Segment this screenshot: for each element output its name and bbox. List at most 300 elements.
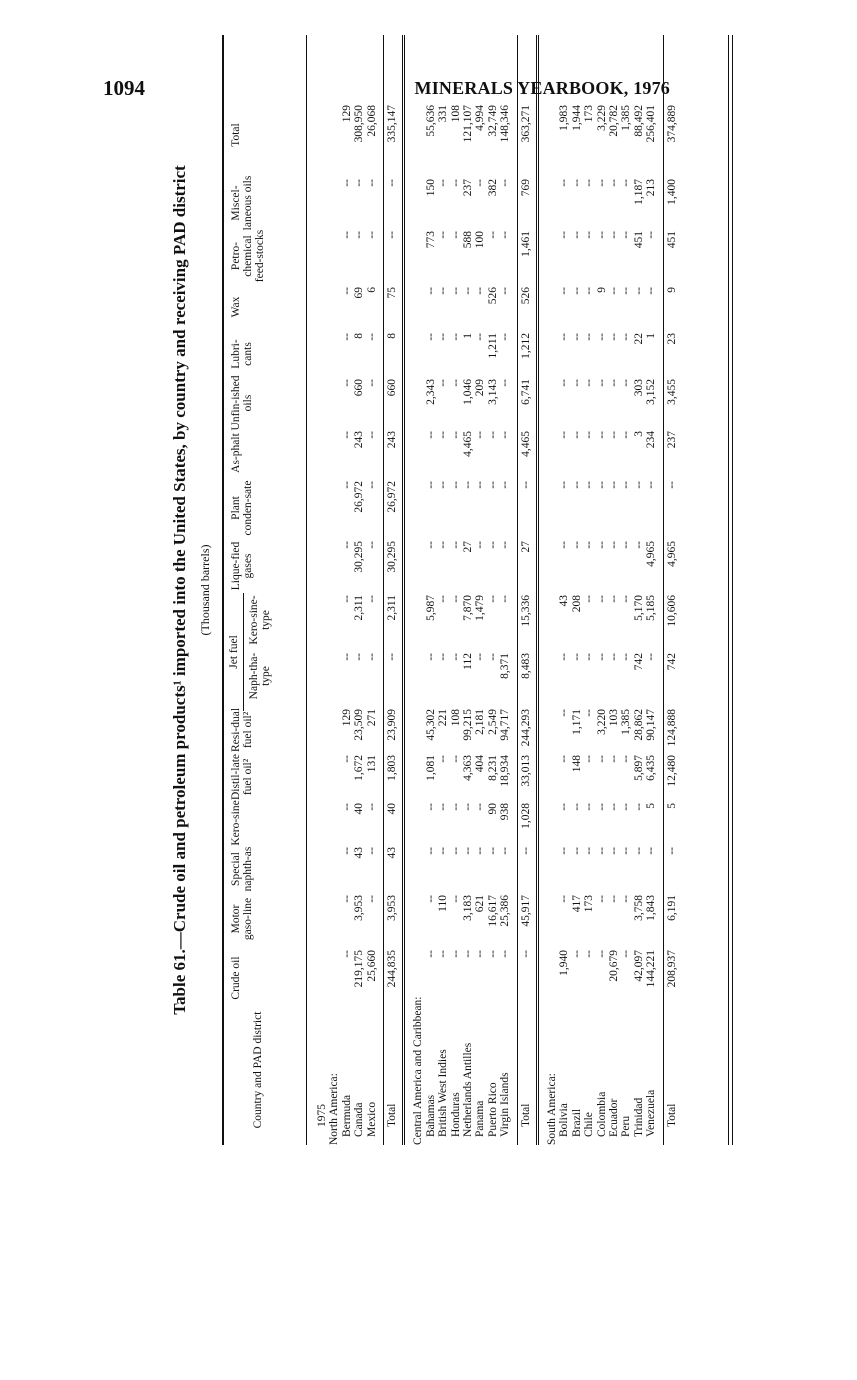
column-header: Unfin-ished oils (230, 375, 254, 431)
row-label: Brazil (570, 1108, 583, 1137)
table-cell: 90,147 (645, 709, 658, 741)
table-cell: -- (558, 653, 571, 661)
table-cell: -- (437, 653, 450, 661)
table-cell: 148 (570, 755, 583, 773)
total-cell: 27 (519, 541, 532, 553)
table-cell: 773 (424, 231, 437, 249)
table-cell: 110 (437, 895, 450, 912)
table-cell: 3,143 (486, 379, 499, 405)
table-cell: 8 (353, 333, 366, 339)
table-cell: -- (620, 950, 633, 958)
table-cell: 32,749 (486, 105, 499, 137)
table-cell: -- (595, 431, 608, 439)
table-cell: -- (365, 653, 378, 661)
total-label: Total (519, 1103, 532, 1127)
table-cell: -- (449, 755, 462, 763)
table-cell: -- (340, 755, 353, 763)
table-cell: -- (340, 950, 353, 958)
table-cell: -- (437, 431, 450, 439)
total-cell: 6,741 (519, 379, 532, 405)
table-cell: 5,987 (424, 595, 437, 621)
total-cell: 8,483 (519, 653, 532, 679)
table-cell: -- (340, 333, 353, 341)
table-cell: -- (437, 595, 450, 603)
table-cell: -- (365, 431, 378, 439)
table-cell: 7,870 (462, 595, 474, 621)
table-cell: 213 (645, 179, 658, 197)
total-cell: 4,465 (519, 431, 532, 457)
table-cell: -- (558, 379, 571, 387)
total-cell: 1,212 (519, 333, 532, 359)
table-cell: -- (449, 333, 462, 341)
table-cell: -- (486, 481, 499, 489)
total-cell: -- (665, 847, 678, 855)
table-cell: 938 (499, 803, 512, 821)
total-cell: 769 (519, 179, 532, 197)
total-cell: -- (519, 950, 532, 958)
table-cell: -- (424, 803, 437, 811)
table-cell: 20,782 (608, 105, 620, 137)
table-cell: -- (499, 595, 512, 603)
table-cell: -- (340, 431, 353, 439)
table-cell: -- (595, 231, 608, 239)
table-cell: -- (424, 895, 437, 903)
table-cell: -- (474, 431, 487, 439)
table-cell: 103 (608, 709, 620, 727)
table-cell: -- (340, 803, 353, 811)
table-cell: -- (437, 179, 450, 187)
table-cell: -- (583, 755, 596, 763)
row-label: Puerto Rico (486, 1082, 499, 1137)
table-cell: 2,343 (424, 379, 437, 405)
table-cell: -- (583, 231, 596, 239)
table-cell: 144,221 (645, 950, 658, 988)
row-label: Bolivia (558, 1103, 571, 1137)
table-cell: -- (645, 481, 658, 489)
table-cell: -- (437, 541, 450, 549)
section-name: Central America and Caribbean: (412, 996, 425, 1145)
table-cell: -- (449, 847, 462, 855)
total-cell: 335,147 (386, 105, 398, 143)
table-cell: -- (595, 379, 608, 387)
table-cell: -- (340, 541, 353, 549)
table-cell: -- (558, 179, 571, 187)
column-header: As-phalt (230, 433, 242, 473)
section-rule (383, 35, 384, 1145)
table-cell: 8,231 (486, 755, 499, 781)
table-cell: -- (558, 709, 571, 717)
table-cell: -- (570, 287, 583, 295)
table-cell: -- (620, 755, 633, 763)
table-cell: -- (620, 895, 633, 903)
table-cell: -- (340, 653, 353, 661)
table-cell: -- (558, 803, 571, 811)
table-cell: 588 (462, 231, 474, 249)
table-cell: 108 (449, 709, 462, 727)
table-cell: -- (583, 379, 596, 387)
table-cell: 173 (583, 895, 596, 913)
table-cell: -- (499, 541, 512, 549)
table-cell: 42,097 (632, 950, 645, 982)
table-cell: -- (424, 287, 437, 295)
table-cell: -- (437, 333, 450, 341)
table-cell: -- (499, 379, 512, 387)
table-cell: 742 (632, 653, 645, 671)
table-cell: 88,492 (632, 105, 645, 137)
table-cell: -- (340, 895, 353, 903)
total-cell: -- (665, 481, 678, 489)
table-cell: -- (353, 179, 366, 187)
table-cell: 4,965 (645, 541, 658, 567)
table-cell: 121,107 (462, 105, 474, 143)
table-cell: -- (499, 431, 512, 439)
table-cell: -- (558, 541, 571, 549)
table-cell: -- (437, 803, 450, 811)
table-cell: 173 (583, 105, 596, 123)
table-cell: -- (437, 481, 450, 489)
table-cell: -- (645, 287, 658, 295)
table-cell: 1,479 (474, 595, 487, 621)
table-cell: -- (583, 287, 596, 295)
table-cell: -- (570, 379, 583, 387)
table-cell: -- (474, 333, 487, 341)
table-cell: -- (583, 595, 596, 603)
table-cell: 129 (340, 105, 353, 123)
row-label: Venezuela (645, 1089, 658, 1137)
total-cell: 243 (386, 431, 398, 449)
table-cell: -- (595, 541, 608, 549)
table-cell: -- (595, 803, 608, 811)
table-cell: -- (499, 179, 512, 187)
table-cell: 4,363 (462, 755, 474, 781)
section-name: North America: (328, 1073, 341, 1145)
table-cell: -- (437, 287, 450, 295)
table-cell: -- (570, 333, 583, 341)
column-header: Miscel-laneous oils (230, 175, 254, 231)
table-cell: 331 (437, 105, 450, 123)
table-cell: -- (608, 755, 620, 763)
header-top-rule (222, 35, 224, 1145)
table-cell: 404 (474, 755, 487, 773)
table-cell: 382 (486, 179, 499, 197)
column-header: Kero-sine-type (248, 595, 272, 645)
table-cell: 5 (645, 803, 658, 809)
table-cell: 9 (595, 287, 608, 293)
table-cell: -- (632, 847, 645, 855)
table-cell: -- (620, 333, 633, 341)
table-cell: 256,401 (645, 105, 658, 143)
table-cell: 417 (570, 895, 583, 913)
row-label: British West Indies (437, 1049, 450, 1137)
table-cell: -- (424, 333, 437, 341)
table-cell: -- (608, 431, 620, 439)
row-label: Mexico (365, 1101, 378, 1137)
table-cell: -- (570, 847, 583, 855)
table-cell: -- (620, 541, 633, 549)
table-cell: -- (340, 287, 353, 295)
table-cell: 6 (365, 287, 378, 293)
total-cell: 33,013 (519, 755, 532, 787)
table-cell: 26,068 (365, 105, 378, 137)
table-cell: -- (558, 847, 571, 855)
table-cell: 1,171 (570, 709, 583, 735)
table-cell: -- (608, 287, 620, 295)
jet-fuel-rule (243, 593, 244, 711)
table-cell: -- (340, 595, 353, 603)
table-cell: -- (424, 950, 437, 958)
table-cell: 1,187 (632, 179, 645, 205)
table-cell: 5,897 (632, 755, 645, 781)
table-cell: -- (583, 803, 596, 811)
table-cell: -- (595, 595, 608, 603)
table-cell: 1,385 (620, 709, 633, 735)
table-cell: -- (353, 231, 366, 239)
table-cell: -- (437, 847, 450, 855)
table-cell: 6,435 (645, 755, 658, 781)
running-head: MINERALS YEARBOOK, 1976 (414, 78, 670, 98)
table-cell: -- (449, 287, 462, 295)
table-cell: -- (474, 287, 487, 295)
table-cell: -- (620, 379, 633, 387)
table-cell: -- (620, 431, 633, 439)
table-cell: 4,465 (462, 431, 474, 457)
stub-header: Country and PAD district (252, 1011, 264, 1129)
table-cell: -- (499, 287, 512, 295)
table-bottom-rule-2 (732, 35, 733, 1145)
table-cell: 271 (365, 709, 378, 727)
column-header: Crude oil (230, 956, 242, 1000)
table-cell: 208 (570, 595, 583, 613)
total-cell: 26,972 (386, 481, 398, 513)
table-cell: -- (595, 179, 608, 187)
table-cell: 219,175 (353, 950, 366, 988)
total-cell: 45,917 (519, 895, 532, 927)
table-cell: 3,758 (632, 895, 645, 921)
table-cell: -- (570, 231, 583, 239)
table-cell: -- (437, 755, 450, 763)
table-cell: -- (474, 950, 487, 958)
table-cell: -- (583, 481, 596, 489)
table-cell: -- (595, 653, 608, 661)
table-cell: 1,672 (353, 755, 366, 781)
table-cell: 22 (632, 333, 645, 345)
table-cell: 3,229 (595, 105, 608, 131)
column-header: Special naphth-as (230, 846, 254, 892)
table-cell: -- (437, 950, 450, 958)
table-cell: 4,994 (474, 105, 487, 131)
total-cell: 1,461 (519, 231, 532, 257)
table-cell: 25,386 (499, 895, 512, 927)
total-cell: 1,803 (386, 755, 398, 781)
table-cell: -- (620, 179, 633, 187)
table-cell: -- (449, 653, 462, 661)
table-cell: -- (595, 847, 608, 855)
total-cell: 1,028 (519, 803, 532, 829)
total-cell: -- (386, 179, 398, 187)
table-cell: 69 (353, 287, 366, 299)
table-cell: -- (424, 653, 437, 661)
table-cell: -- (462, 950, 474, 958)
table-cell: -- (558, 481, 571, 489)
table-cell: 1 (645, 333, 658, 339)
table-cell: -- (449, 541, 462, 549)
section-rule (517, 35, 518, 1145)
table-cell: -- (499, 231, 512, 239)
row-label: Colombia (595, 1091, 608, 1137)
table-cell: 243 (353, 431, 366, 449)
column-header: Resi-dual fuel oil² (230, 707, 254, 753)
table-cell: -- (462, 803, 474, 811)
total-cell: 23 (665, 333, 678, 345)
total-cell: 451 (665, 231, 678, 249)
table-cell: -- (474, 803, 487, 811)
table-cell: -- (449, 950, 462, 958)
table-cell: -- (474, 653, 487, 661)
column-header: Distil-late fuel oil² (230, 754, 254, 800)
table-cell: -- (583, 431, 596, 439)
table-cell: -- (486, 950, 499, 958)
total-cell: 15,336 (519, 595, 532, 627)
total-cell: -- (519, 481, 532, 489)
table-cell: 94,717 (499, 709, 512, 741)
table-cell: 27 (462, 541, 474, 553)
column-header: Naph-tha-type (248, 652, 272, 700)
table-cell: -- (620, 481, 633, 489)
table-cell: -- (620, 231, 633, 239)
total-cell: 40 (386, 803, 398, 815)
table-cell: 1,385 (620, 105, 633, 131)
table-cell: 1,843 (645, 895, 658, 921)
column-header: Kero-sine (230, 800, 242, 846)
table-cell: -- (365, 231, 378, 239)
table-cell: -- (632, 803, 645, 811)
section-rule (663, 35, 664, 1145)
table-cell: 25,660 (365, 950, 378, 982)
table-cell: -- (608, 653, 620, 661)
column-header: Lique-fied gases (230, 541, 254, 591)
table-cell: 3,953 (353, 895, 366, 921)
table-cell: 1,944 (570, 105, 583, 131)
table-cell: 43 (558, 595, 571, 607)
table-cell: -- (486, 847, 499, 855)
table-cell: -- (632, 481, 645, 489)
row-label: Bermuda (340, 1094, 353, 1137)
table-cell: -- (558, 431, 571, 439)
table-cell: 100 (474, 231, 487, 249)
total-label: Total (665, 1103, 678, 1127)
table-cell: 1,211 (486, 333, 499, 359)
table-cell: -- (365, 481, 378, 489)
table-cell: -- (645, 847, 658, 855)
table-cell: -- (558, 755, 571, 763)
column-header: Plant conden-sate (230, 480, 254, 536)
table-cell: 3 (632, 431, 645, 437)
row-label: Peru (620, 1115, 633, 1137)
table-cell: 150 (424, 179, 437, 197)
table-cell: 43 (353, 847, 366, 859)
table-cell: -- (570, 431, 583, 439)
table-cell: 129 (340, 709, 353, 727)
table-cell: 209 (474, 379, 487, 397)
table-cell: -- (474, 541, 487, 549)
table-cell: -- (474, 847, 487, 855)
table-cell: -- (365, 379, 378, 387)
year-label: 1975 (316, 1104, 328, 1127)
table-cell: -- (486, 431, 499, 439)
row-label: Chile (583, 1112, 596, 1137)
table-cell: -- (620, 847, 633, 855)
table-cell: -- (632, 541, 645, 549)
table-cell: -- (424, 847, 437, 855)
table-cell: -- (570, 541, 583, 549)
table-cell: -- (583, 333, 596, 341)
table-cell: -- (608, 379, 620, 387)
table-cell: -- (499, 333, 512, 341)
table-cell: 8,371 (499, 653, 512, 679)
table-cell: -- (449, 179, 462, 187)
table-cell: 131 (365, 755, 378, 773)
table-cell: 526 (486, 287, 499, 305)
column-header: Motor gaso-line (230, 897, 254, 941)
total-cell: 2,311 (386, 595, 398, 621)
table-cell: 1,046 (462, 379, 474, 405)
table-cell: -- (340, 481, 353, 489)
table-cell: -- (645, 231, 658, 239)
table-cell: 1,983 (558, 105, 571, 131)
table-cell: 3,152 (645, 379, 658, 405)
table-cell: -- (365, 595, 378, 603)
table-cell: -- (583, 709, 596, 717)
table-cell: -- (595, 481, 608, 489)
table-cell: -- (486, 541, 499, 549)
table-cell: -- (583, 847, 596, 855)
table-title: Table 61.—Crude oil and petroleum products¹ imported into the United States, by country and receiving PAD district (170, 165, 189, 1015)
table-cell: -- (340, 379, 353, 387)
total-cell: 10,606 (665, 595, 678, 627)
row-label: Netherlands Antilles (462, 1042, 474, 1137)
table-cell: -- (449, 379, 462, 387)
total-cell: 526 (519, 287, 532, 305)
total-cell: 23,909 (386, 709, 398, 741)
column-header: Lubri-cants (230, 339, 254, 369)
table-cell: -- (558, 895, 571, 903)
table-cell: -- (583, 179, 596, 187)
row-label: Bahamas (424, 1094, 437, 1137)
table-cell: -- (608, 595, 620, 603)
table-cell: -- (486, 595, 499, 603)
table-cell: -- (583, 950, 596, 958)
table-cell: -- (499, 481, 512, 489)
row-label: Canada (353, 1102, 366, 1137)
table-cell: -- (474, 481, 487, 489)
table-cell: -- (570, 653, 583, 661)
table-cell: 5,170 (632, 595, 645, 621)
table-cell: 28,862 (632, 709, 645, 741)
table-cell: 23,509 (353, 709, 366, 741)
total-cell: -- (386, 653, 398, 661)
table-cell: -- (595, 950, 608, 958)
total-cell: 30,295 (386, 541, 398, 573)
total-label: Total (386, 1103, 398, 1127)
table-cell: 1,081 (424, 755, 437, 781)
table-cell: -- (365, 847, 378, 855)
table-cell: 1,940 (558, 950, 571, 976)
table-cell: -- (608, 847, 620, 855)
total-cell: -- (519, 847, 532, 855)
table-cell: -- (608, 541, 620, 549)
total-cell: 3,953 (386, 895, 398, 921)
total-cell: 124,888 (665, 709, 678, 747)
